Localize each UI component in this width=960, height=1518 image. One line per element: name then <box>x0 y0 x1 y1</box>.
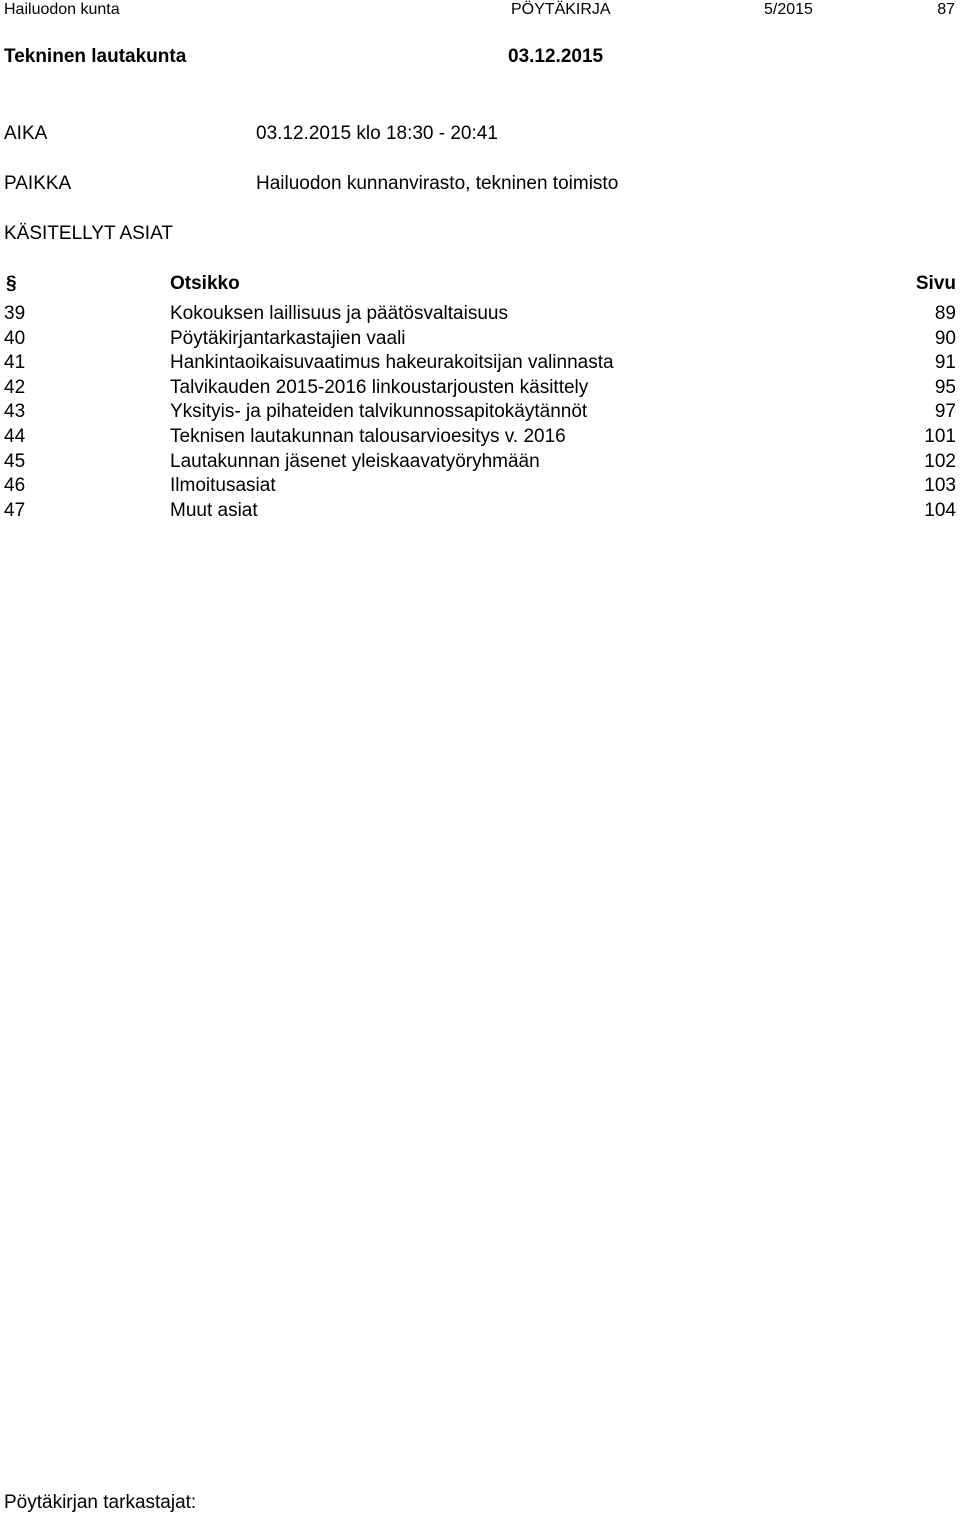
section-title: Yksityis- ja pihateiden talvikunnossapitokäytännöt <box>170 401 588 423</box>
section-title: Talvikauden 2015-2016 linkoustarjousten käsittely <box>170 376 589 398</box>
place-label: PAIKKA <box>4 173 72 194</box>
section-title: Pöytäkirjantarkastajien vaali <box>170 327 406 349</box>
table-row <box>0 425 960 450</box>
section-title: Lautakunnan jäsenet yleiskaavatyöryhmään <box>170 450 540 472</box>
header-document-type: PÖYTÄKIRJA <box>511 1 611 18</box>
section-page: 103 <box>924 475 956 497</box>
section-number: 39 <box>4 303 26 324</box>
board-name: Tekninen lautakunta <box>4 46 187 67</box>
section-number: 46 <box>4 475 26 497</box>
section-page: 104 <box>924 499 956 521</box>
section-title: Muut asiat <box>170 499 258 521</box>
header-organization: Hailuodon kunta <box>4 1 120 18</box>
section-number: 43 <box>4 401 26 423</box>
section-number: 40 <box>4 327 26 349</box>
section-title: Hankintaoikaisuvaatimus hakeurakoitsijan valinnasta <box>170 352 614 374</box>
toc-page-header: Sivu <box>915 273 956 294</box>
section-title: Teknisen lautakunnan talousarvioesitys v. 2016 <box>170 425 566 447</box>
section-number: 47 <box>4 499 26 521</box>
section-page: 101 <box>924 425 956 447</box>
table-row <box>0 474 960 499</box>
section-page: 89 <box>934 303 956 324</box>
handled-items-heading: KÄSITELLYT ASIAT <box>4 223 173 244</box>
section-page: 102 <box>924 450 956 472</box>
table-row <box>0 351 960 376</box>
section-page: 97 <box>934 401 956 423</box>
time-label: AIKA <box>4 123 48 144</box>
section-page: 95 <box>934 376 956 398</box>
meeting-date: 03.12.2015 <box>508 46 604 67</box>
reviewers-label: Pöytäkirjan tarkastajat: <box>4 1492 197 1513</box>
place-value: Hailuodon kunnanvirasto, tekninen toimisto <box>256 173 619 194</box>
section-title: Ilmoitusasiat <box>170 475 276 497</box>
table-row <box>0 450 960 475</box>
section-page: 91 <box>934 352 956 374</box>
section-sign-header: § <box>6 273 17 294</box>
table-row <box>0 400 960 425</box>
toc-title-header: Otsikko <box>170 273 240 294</box>
section-title: Kokouksen laillisuus ja päätösvaltaisuus <box>170 303 508 324</box>
table-row <box>0 302 960 327</box>
table-row <box>0 327 960 352</box>
section-number: 44 <box>4 425 26 447</box>
section-number: 42 <box>4 376 26 398</box>
section-page: 90 <box>934 327 956 349</box>
table-row <box>0 499 960 524</box>
header-page-number: 87 <box>937 1 955 18</box>
header-document-number: 5/2015 <box>764 1 813 18</box>
time-value: 03.12.2015 klo 18:30 - 20:41 <box>256 123 498 144</box>
section-number: 41 <box>4 352 26 374</box>
section-number: 45 <box>4 450 26 472</box>
agenda-table <box>0 302 960 523</box>
table-row <box>0 376 960 401</box>
